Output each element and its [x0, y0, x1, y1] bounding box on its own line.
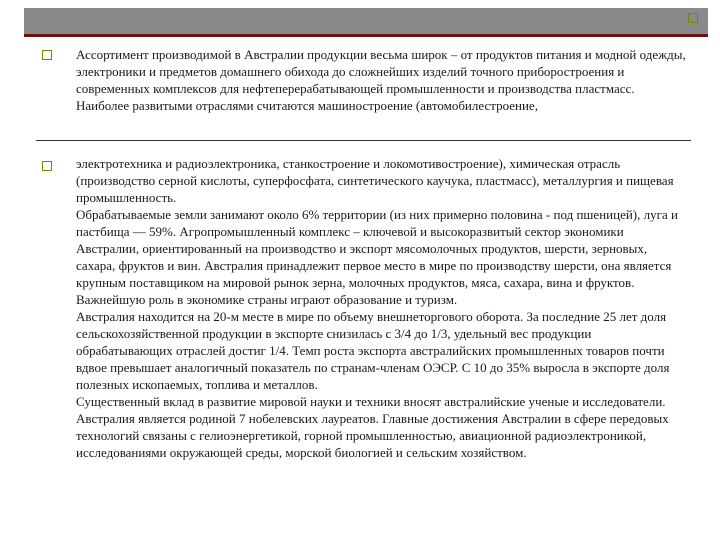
- paragraph: Австралия находится на 20-м месте в мире по объему внешнеторгового оборота. За последние 25 лет доля сельскохозяйственной продукции в экспорте снизилась с 3/4 до 1/3, удельный вес продукции обрабатывающих отраслей достиг 1/4. Темп роста экспорта австралийских промышленных товаров почти вдвое превышает аналогичный показатель по странам-членам ОЭСР. С 10 до 35% выросла в экспорте доля полезных ископаемых, топлива и металлов.: [76, 309, 670, 392]
- text-block-top: [76, 46, 686, 114]
- text-block-main: [76, 155, 686, 461]
- paragraph: Обрабатываемые земли занимают около 6% территории (из них примерно половина - под пшеницей), луга и пастбища — 59%. Агропромышленный комплекс – ключевой и высокоразвитый сектор экономики Австралии, ориентированный на производство и экспорт мясомолочных продуктов, шерсти, зерновых, сахара, фруктов и вин. Австралия принадлежит первое место в мире по производству шерсти, она является крупным поставщиком на мировой рынок зерна, молочных продуктов, мяса, сахара, вина и фруктов.: [76, 207, 678, 290]
- paragraph: электротехника и радиоэлектроника, станкостроение и локомотивостроение), химическая отрасль (производство серной кислоты, суперфосфата, синтетического каучука, пластмасс), металлургия и пищевая промышленность.: [76, 156, 674, 205]
- corner-square-bullet-icon: [688, 13, 698, 23]
- paragraph: Ассортимент производимой в Австралии продукции весьма широк – от продуктов питания и модной одежды, электроники и предметов домашнего обихода до сложнейших изделий точного приборостроения и современных комплексов для нефтеперерабатывающей промышленности и производства пластмасс.: [76, 47, 686, 96]
- slide-header-bar: [24, 8, 708, 34]
- paragraph: Важнейшую роль в экономике страны играют образование и туризм.: [76, 292, 458, 307]
- paragraph: Наиболее развитыми отраслями считаются машиностроение (автомобилестроение,: [76, 98, 538, 113]
- square-bullet-icon: [42, 50, 52, 60]
- slide-header-rule: [24, 34, 708, 37]
- square-bullet-icon: [42, 161, 52, 171]
- page-divider: [36, 140, 691, 141]
- paragraph: Существенный вклад в развитие мировой науки и техники вносят австралийские ученые и исследователи. Австралия является родиной 7 нобелевских лауреатов. Главные достижения Австралии в сфере передовых технологий связаны с гелиоэнергетикой, горной промышленностью, авиационной радиоэлектроникой, исследованиями окружающей среды, морской биологией и сельским хозяйством.: [76, 394, 669, 460]
